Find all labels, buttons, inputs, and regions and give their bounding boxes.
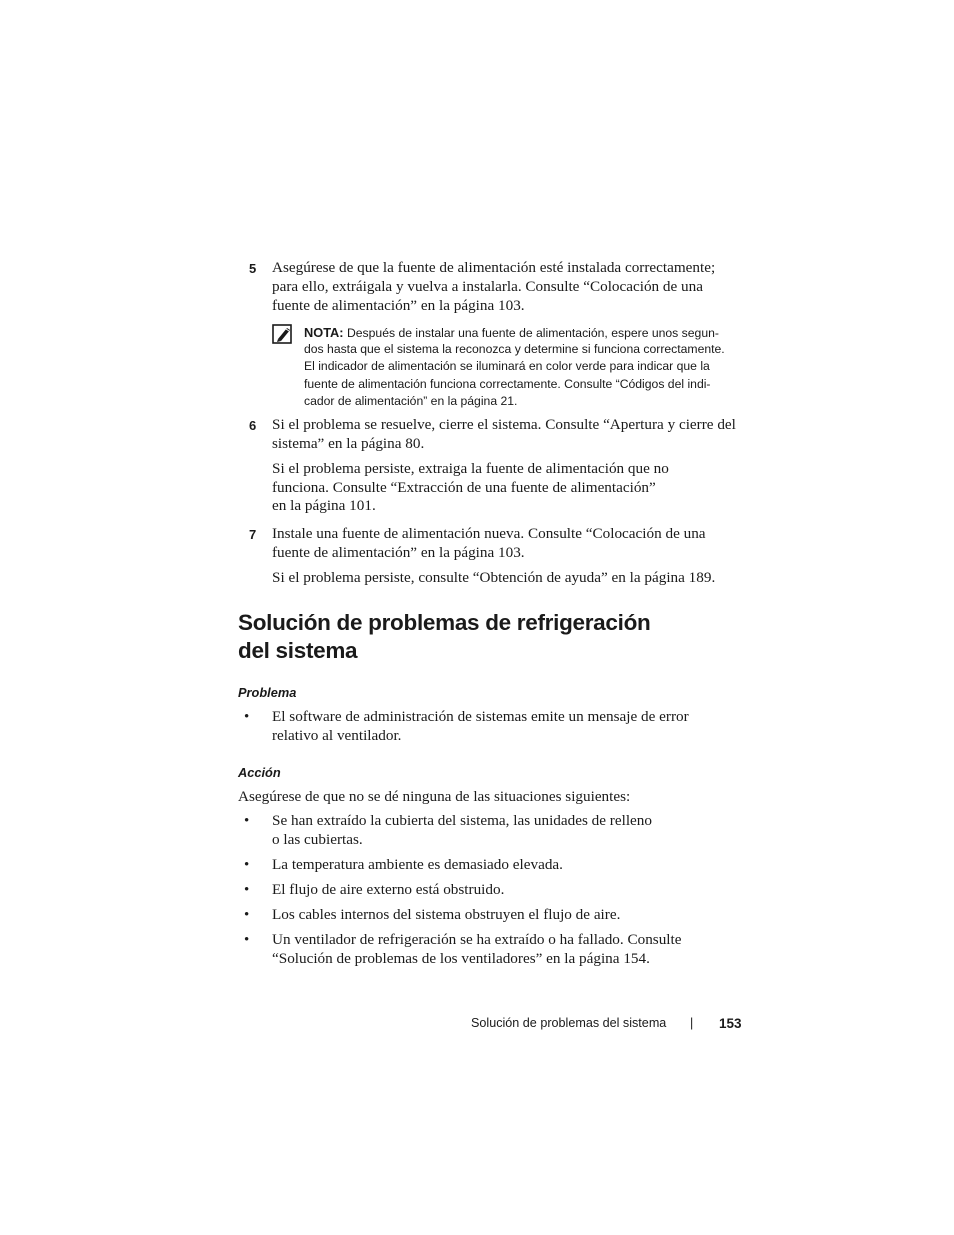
page-number: 153	[719, 1016, 742, 1031]
problem-subheading: Problema	[238, 685, 297, 700]
list-item-line: El software de administración de sistemas emite un mensaje de error	[272, 708, 689, 725]
step-text-line: fuente de alimentación” en la página 103.	[272, 544, 525, 561]
bullet-symbol: •	[244, 857, 250, 873]
step-text-line: Instale una fuente de alimentación nueva. Consulte “Colocación de una	[272, 525, 706, 542]
section-title-line: Solución de problemas de refrigeración	[238, 610, 651, 635]
step-text-line: para ello, extráigala y vuelva a instalarla. Consulte “Colocación de una	[272, 278, 703, 295]
list-item-line: Un ventilador de refrigeración se ha extraído o ha fallado. Consulte	[272, 931, 682, 948]
step-text-line: sistema” en la página 80.	[272, 435, 425, 452]
section-title-line: del sistema	[238, 638, 358, 663]
note-text-line: fuente de alimentación funciona correctamente. Consulte “Códigos del indi-	[304, 377, 711, 391]
step-followup-line: Si el problema persiste, extraiga la fuente de alimentación que no	[272, 460, 669, 477]
list-item-line: “Solución de problemas de los ventiladores” en la página 154.	[272, 950, 650, 967]
list-item-line: Los cables internos del sistema obstruyen el flujo de aire.	[272, 906, 621, 923]
step-number: 7	[249, 527, 257, 542]
step-text-line: Si el problema se resuelve, cierre el sistema. Consulte “Apertura y cierre del	[272, 416, 736, 433]
list-item-line: El flujo de aire externo está obstruido.	[272, 881, 505, 898]
note-text-line: El indicador de alimentación se iluminará en color verde para indicar que la	[304, 359, 710, 373]
note-text-line: Después de instalar una fuente de alimentación, espere unos segun-	[346, 326, 719, 340]
step-number: 5	[249, 261, 257, 276]
footer-section-title: Solución de problemas del sistema	[471, 1016, 667, 1030]
list-item-line: La temperatura ambiente es demasiado elevada.	[272, 856, 563, 873]
action-subheading: Acción	[238, 765, 281, 780]
step-number: 6	[249, 418, 257, 433]
list-item-line: o las cubiertas.	[272, 831, 363, 848]
list-item-line: relativo al ventilador.	[272, 727, 402, 744]
bullet-symbol: •	[244, 882, 250, 898]
bullet-symbol: •	[244, 813, 250, 829]
step-text-line: fuente de alimentación” en la página 103.	[272, 297, 525, 314]
bullet-symbol: •	[244, 932, 250, 948]
note-text-line: dos hasta que el sistema la reconozca y determine si funciona correctamente.	[304, 342, 725, 356]
step-followup-line: Si el problema persiste, consulte “Obtención de ayuda” en la página 189.	[272, 569, 716, 586]
note-pencil-icon	[272, 324, 294, 349]
action-intro: Asegúrese de que no se dé ninguna de las situaciones siguientes:	[238, 788, 631, 805]
step-followup-line: en la página 101.	[272, 497, 376, 514]
footer-separator: |	[690, 1016, 694, 1030]
step-text-line: Asegúrese de que la fuente de alimentación esté instalada correctamente;	[272, 259, 716, 276]
bullet-symbol: •	[244, 907, 250, 923]
note-text-line: cador de alimentación” en la página 21.	[304, 394, 518, 408]
list-item-line: Se han extraído la cubierta del sistema, las unidades de relleno	[272, 812, 652, 829]
bullet-symbol: •	[244, 709, 250, 725]
step-followup-line: funciona. Consulte “Extracción de una fuente de alimentación”	[272, 479, 656, 496]
note-label: NOTA:	[304, 325, 344, 340]
